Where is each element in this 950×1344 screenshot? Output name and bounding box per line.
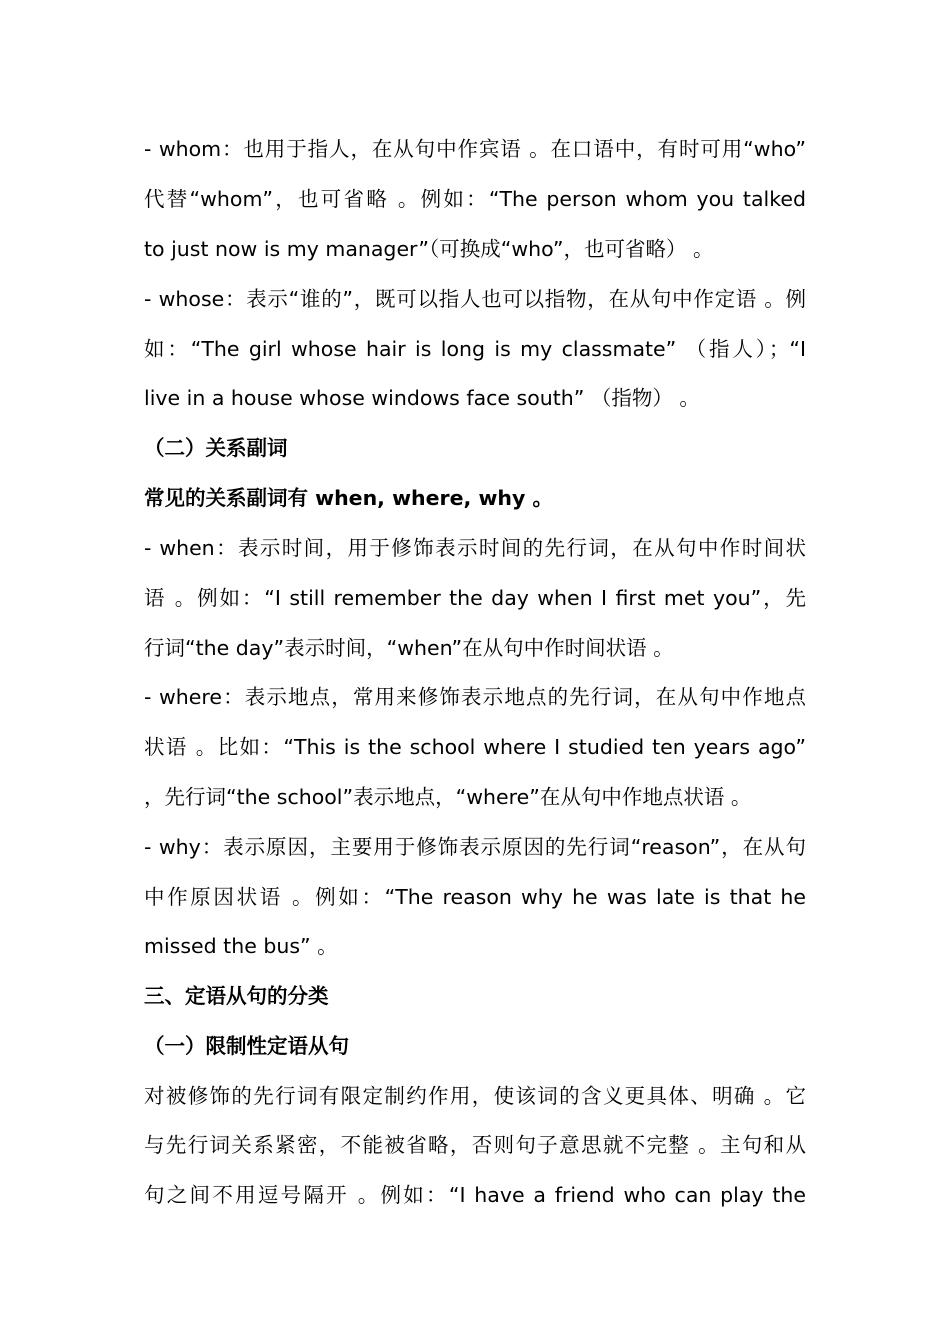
text-line: 语 。例如：“I still remember the day when I first met you”，先	[144, 586, 806, 610]
text-line: 句之间不用逗号隔开 。例如：“I have a friend who can play the	[144, 1183, 806, 1207]
text-line: 代替“whom”，也可省略 。例如：“The person whom you talked	[144, 187, 806, 211]
text-line: - whose：表示“谁的”，既可以指人也可以指物，在从句中作定语 。例	[144, 287, 806, 311]
text-line: - where：表示地点，常用来修饰表示地点的先行词，在从句中作地点	[144, 685, 806, 709]
text-line: to just now is my manager”（可换成“who”，也可省略） 。	[144, 237, 714, 261]
section-heading: （一）限制性定语从句	[144, 1034, 349, 1058]
chapter-heading: 三、定语从句的分类	[144, 984, 329, 1008]
section-intro: 常见的关系副词有 when, where, why 。	[144, 486, 553, 510]
text-line: live in a house whose windows face south” （指物） 。	[144, 386, 700, 410]
text-line: 对被修饰的先行词有限定制约作用，使该词的含义更具体、明确 。它	[144, 1084, 806, 1108]
text-line: ，先行词“the school”表示地点，“where”在从句中作地点状语 。	[144, 785, 752, 809]
text-line: - why：表示原因，主要用于修饰表示原因的先行词“reason”，在从句	[144, 835, 806, 859]
text-line: 如：“The girl whose hair is long is my classmate” （指人）；“I	[144, 337, 806, 361]
section-heading: （二）关系副词	[144, 436, 288, 460]
text-line: 与先行词关系紧密，不能被省略，否则句子意思就不完整 。主句和从	[144, 1133, 806, 1157]
text-line: missed the bus” 。	[144, 934, 338, 958]
text-line: 状语 。比如：“This is the school where I studied ten years ago”	[144, 735, 806, 759]
text-line: 中作原因状语 。例如：“The reason why he was late is that he	[144, 885, 806, 909]
text-line: 行词“the day”表示时间，“when”在从句中作时间状语 。	[144, 636, 674, 660]
text-line: - whom：也用于指人，在从句中作宾语 。在口语中，有时可用“who”	[144, 137, 806, 161]
text-line: - when：表示时间，用于修饰表示时间的先行词，在从句中作时间状	[144, 536, 806, 560]
